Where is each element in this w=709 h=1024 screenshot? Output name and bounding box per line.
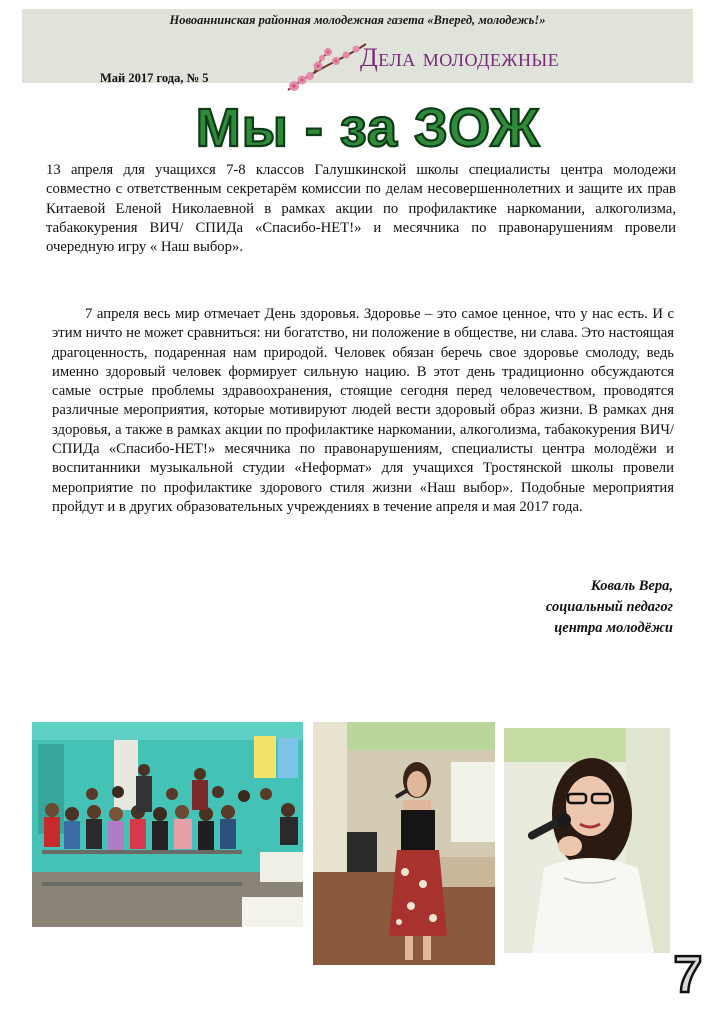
- photo-singer-closeup: [504, 728, 670, 953]
- page-number: [668, 948, 708, 998]
- article-paragraph-1: 13 апреля для учащихся 7-8 классов Галушкинской школы специалисты центра молодежи совместно с ответственным секретарём комиссии по делам несовершеннолетних и защите их прав Китаевой Еленой Николаевной в рамках акции по профилактике наркомании, алкоголизма, табакокурения ВИЧ/ СПИДа «Спасибо-НЕТ!» и месячника по правонарушениям провели очередную игру « Наш выбор».: [46, 162, 676, 256]
- author-position: социальный педагог: [545, 599, 673, 615]
- page-number-text: 7: [673, 948, 703, 998]
- author-name: Коваль Вера,: [590, 578, 673, 594]
- header-band: [22, 9, 693, 83]
- section-title: Дела молодежные: [360, 43, 560, 72]
- headline-text: Мы - за ЗОЖ: [195, 98, 541, 156]
- headline: [0, 96, 709, 156]
- issue-info: Май 2017 года, № 5: [100, 71, 209, 85]
- cherry-blossom-icon: [284, 40, 368, 94]
- author-organization: центра молодёжи: [554, 620, 673, 636]
- photo-singer-stage: [313, 722, 495, 965]
- photo-students-audience: [32, 722, 303, 927]
- article-paragraph-2: 7 апреля весь мир отмечает День здоровья. Здоровье – это самое ценное, что у нас есть. И с этим ничто не может сравниться: ни богатство, ни положение в обществе, ни слава. Это настоящая драгоценность, подаренная нам природой. Человек обязан беречь свое здоровье смолоду, ведь именно здоровый человек формирует сильную нацию. В этот день традиционно обсуждаются самые острые проблемы здравоохранения, стоящие сегодня перед человечеством, проводятся различные мероприятия, которые мотивируют людей вести здоровый образ жизни. В рамках дня здоровья, а также в рамках акции по профилактике наркомании, алкоголизма, табакокурения ВИЧ/ СПИДа «Спасибо-НЕТ!» месячника по правонарушениям, специалисты центра молодёжи и воспитанники музыкальной студии «Неформат» для учащихся Тростянской школы провели мероприятие по профилактике здорового стиля жизни «Наш выбор». Подобные мероприятия пройдут и в других образовательных учреждениях в течение апреля и мая 2017 года.: [52, 306, 674, 515]
- author-signature: [546, 576, 673, 639]
- newspaper-name: Новоаннинская районная молодежная газета «Вперед, молодежь!»: [169, 13, 546, 27]
